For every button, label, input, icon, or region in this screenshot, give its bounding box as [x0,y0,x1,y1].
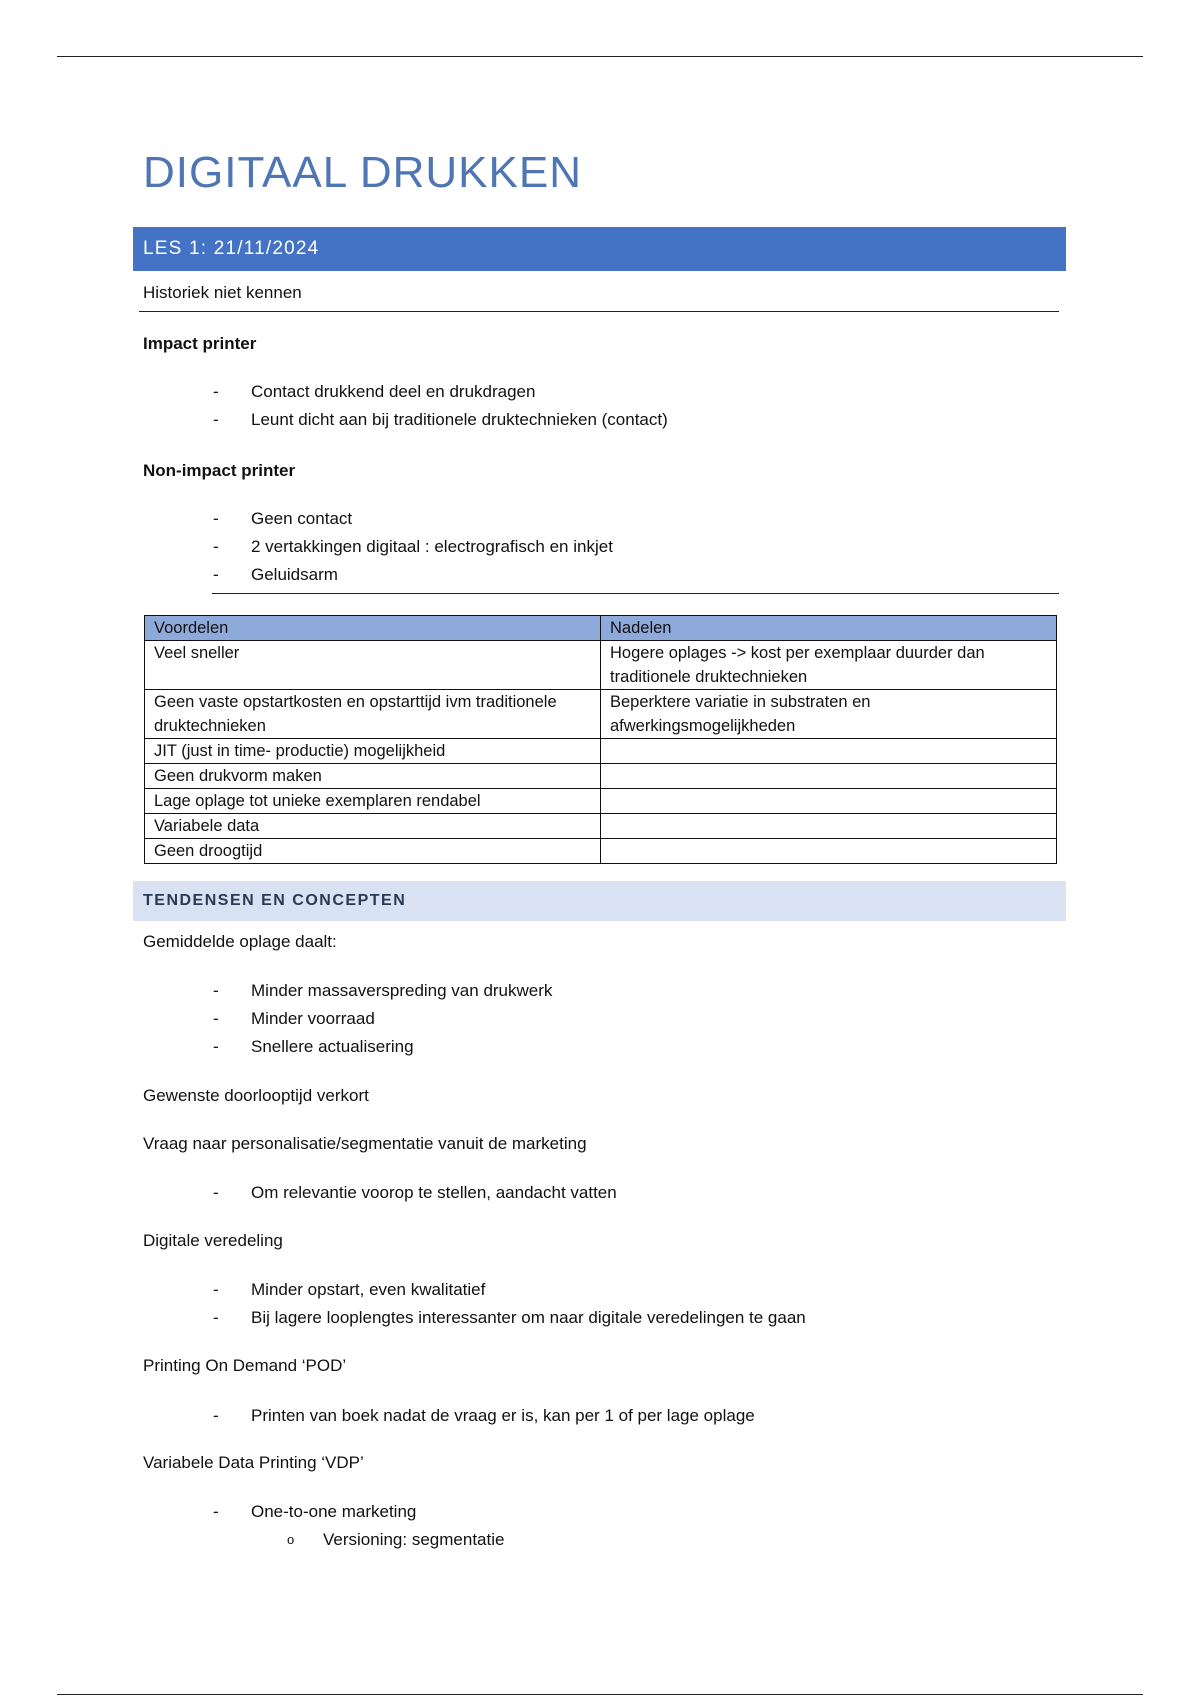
veredeling-list [143,1276,806,1332]
list-item: - One-to-one marketing [213,1502,417,1521]
vdp-list [143,1498,416,1526]
table-row [145,764,1057,789]
list-item: - Snellere actualisering [213,1037,414,1056]
table-cell: JIT (just in time- productie) mogelijkheid [145,739,601,764]
table-cell [601,789,1057,814]
vraag-list [143,1179,617,1207]
table-cell: Lage oplage tot unieke exemplaren rendabel [145,789,601,814]
list-item: - Geluidsarm [213,565,338,584]
veredeling-text: Digitale veredeling [143,1231,283,1250]
list-item: - Contact drukkend deel en drukdragen [213,382,536,401]
oplage-list [143,977,552,1061]
list-item: - Om relevantie voorop te stellen, aandacht vatten [213,1183,617,1202]
vdp-text: Variabele Data Printing ‘VDP’ [143,1453,364,1472]
list-item: - Bij lagere looplengtes interessanter om naar digitale veredelingen te gaan [213,1308,806,1327]
historiek-note: Historiek niet kennen [143,283,302,302]
table-cell: Geen droogtijd [145,839,601,864]
impact-heading: Impact printer [143,334,257,353]
table-cell [601,764,1057,789]
circle-bullet-icon: o [287,1532,295,1547]
table-row [145,814,1057,839]
page-header-rule [57,56,1143,57]
table-row [145,789,1057,814]
table-header-row [145,616,1057,641]
table-cell: Geen drukvorm maken [145,764,601,789]
table-cell: Beperktere variatie in substraten en afwerkingsmogelijkheden [601,690,1057,739]
oplage-text: Gemiddelde oplage daalt: [143,932,337,951]
page-footer-rule [57,1694,1143,1695]
pros-cons-table [144,615,1057,864]
list-item: - Leunt dicht aan bij traditionele druktechnieken (contact) [213,410,668,429]
section-header-tendensen: TENDENSEN EN CONCEPTEN [133,881,1066,921]
section-divider [139,311,1059,312]
table-cell [601,739,1057,764]
column-header-nadelen: Nadelen [601,616,1057,641]
list-item: - Printen van boek nadat de vraag er is, kan per 1 of per lage oplage [213,1406,755,1425]
table-cell [601,814,1057,839]
table-cell [601,839,1057,864]
pod-list [143,1402,755,1430]
list-item: - 2 vertakkingen digitaal : electrografisch en inkjet [213,537,613,556]
table-cell: Geen vaste opstartkosten en opstarttijd ivm traditionele druktechnieken [145,690,601,739]
table-row [145,690,1057,739]
pod-text: Printing On Demand ‘POD’ [143,1356,347,1375]
impact-list [143,378,668,434]
column-header-voordelen: Voordelen [145,616,601,641]
list-item: - Minder massaverspreding van drukwerk [213,981,553,1000]
table-cell: Veel sneller [145,641,601,690]
document-title: DIGITAAL DRUKKEN [143,148,582,197]
section-divider [212,593,1059,594]
table-row [145,839,1057,864]
doorlooptijd-text: Gewenste doorlooptijd verkort [143,1086,369,1105]
list-item: - Minder opstart, even kwalitatief [213,1280,486,1299]
list-item: - Geen contact [213,509,353,528]
non-impact-list [143,505,613,589]
vraag-text: Vraag naar personalisatie/segmentatie vanuit de marketing [143,1134,587,1153]
list-item: - Minder voorraad [213,1009,375,1028]
non-impact-heading: Non-impact printer [143,461,296,480]
table-cell: Hogere oplages -> kost per exemplaar duurder dan traditionele druktechnieken [601,641,1057,690]
table-row [145,739,1057,764]
table-row [145,641,1057,690]
table-cell: Variabele data [145,814,601,839]
lesson-header: LES 1: 21/11/2024 [133,227,1066,271]
